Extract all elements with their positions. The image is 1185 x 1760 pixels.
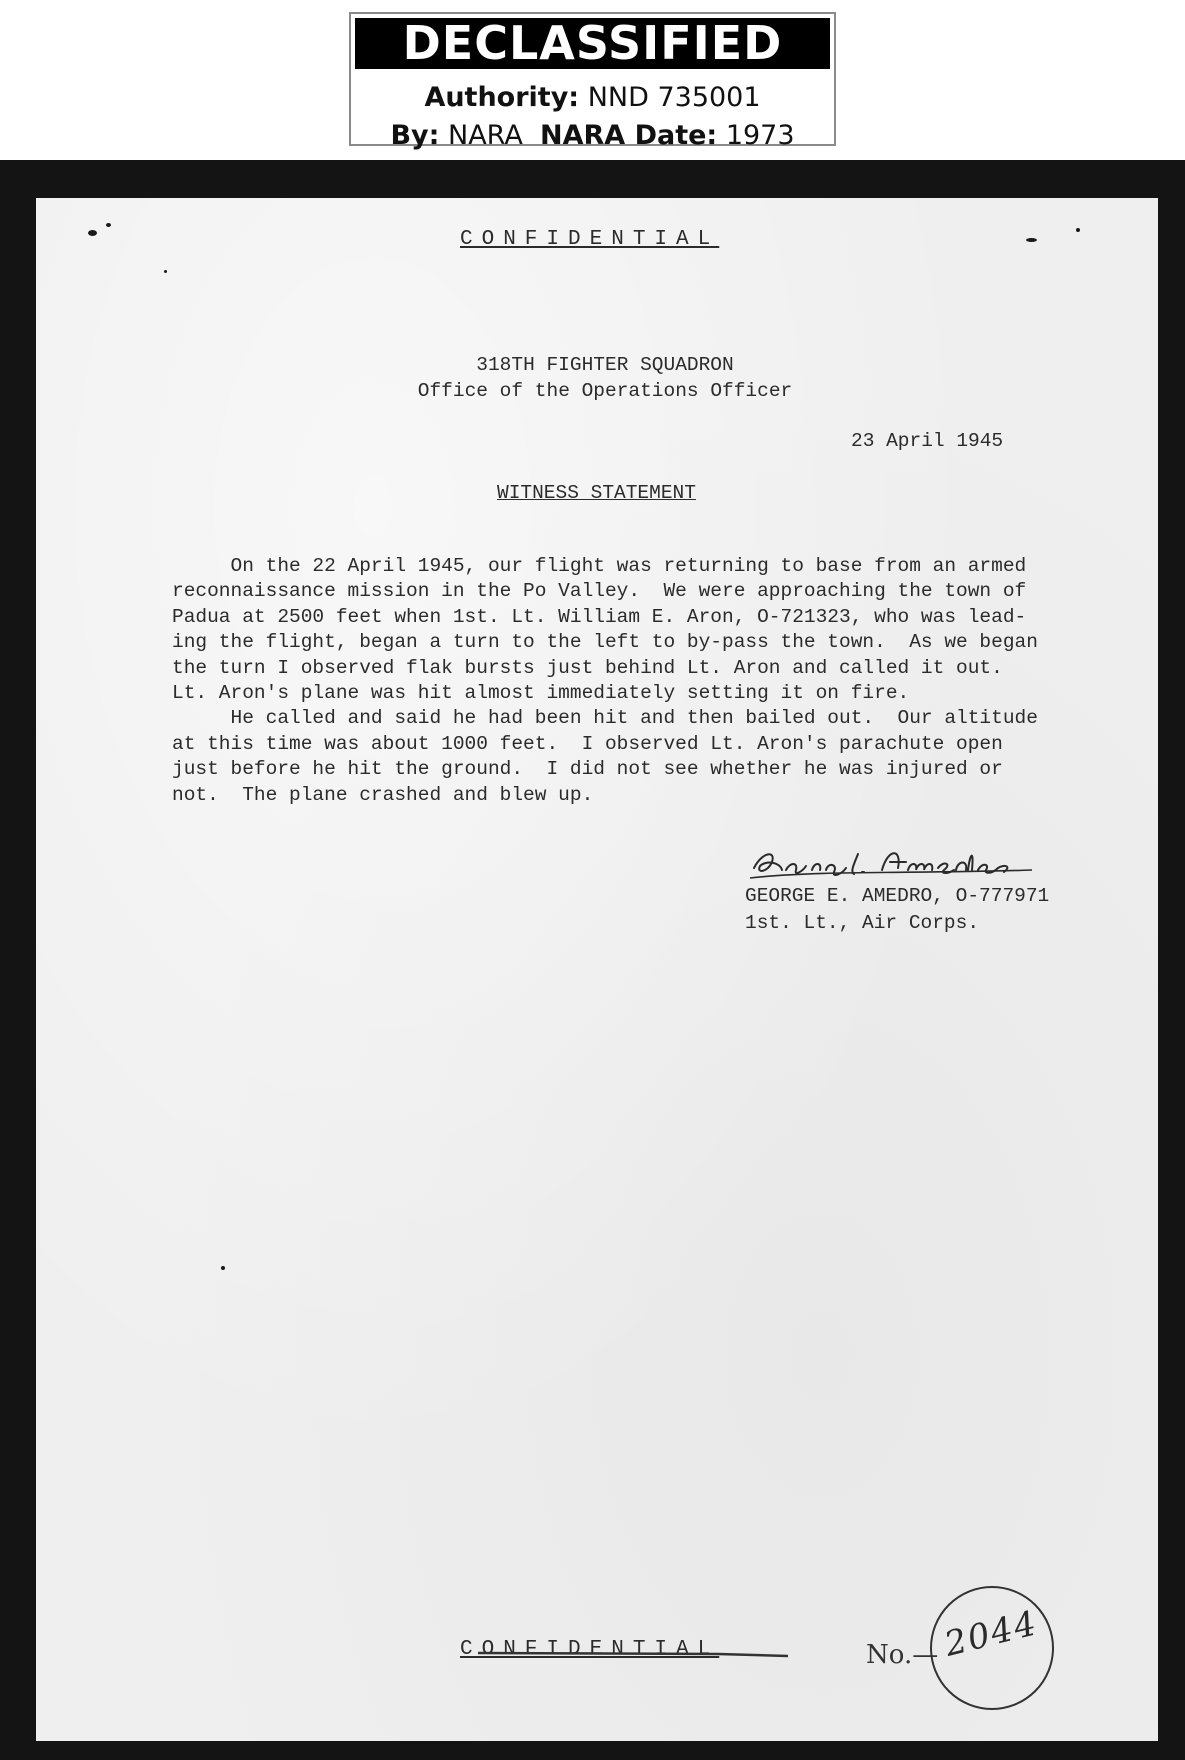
stamp-by-label: By: [390, 120, 440, 151]
stamp-date-value: 1973 [725, 120, 795, 151]
scan-speck [88, 230, 97, 236]
document-title: WITNESS STATEMENT [497, 482, 696, 504]
stamp-by-date [351, 120, 834, 151]
office-heading: Office of the Operations Officer [417, 380, 793, 402]
stamp-date-label: NARA Date: [540, 120, 718, 151]
body-line: reconnaissance mission in the Po Valley. We were approaching the town of [172, 580, 1027, 603]
body-line: On the 22 April 1945, our flight was returning to base from an armed [172, 555, 1027, 577]
statement-body [172, 555, 1052, 809]
classification-marking-bottom: CONFIDENTIAL [460, 1638, 720, 1661]
unit-heading: 318TH FIGHTER SQUADRON [476, 354, 734, 376]
scan-speck [106, 223, 111, 227]
stamp-title: DECLASSIFIED [355, 18, 830, 69]
body-line: just before he hit the ground. I did not see whether he was injured or [172, 758, 1003, 781]
stamp-by-value: NARA [448, 120, 523, 151]
document-number-value: 2044 [940, 1603, 1042, 1665]
classification-marking-top: CONFIDENTIAL [460, 228, 720, 251]
body-line: Lt. Aron's plane was hit almost immediately setting it on fire. [172, 681, 910, 704]
body-line: ing the flight, began a turn to the left to by-pass the town. As we began [172, 631, 1038, 654]
signer-name: GEORGE E. AMEDRO, O-777971 [745, 885, 1050, 907]
strikethrough-mark [478, 1650, 788, 1658]
body-line: He called and said he had been hit and then bailed out. Our altitude [172, 707, 1038, 730]
body-line: at this time was about 1000 feet. I observed Lt. Aron's parachute open [172, 732, 1003, 755]
document-date: 23 April 1945 [851, 430, 1004, 452]
handwritten-signature [742, 840, 1042, 890]
stamp-authority-label: Authority: [424, 82, 580, 113]
stamp-authority-value: NND 735001 [587, 82, 761, 113]
body-line: the turn I observed flak bursts just behind Lt. Aron and called it out. [172, 656, 1003, 679]
scan-speck [221, 1266, 225, 1270]
signer-rank: 1st. Lt., Air Corps. [745, 912, 980, 934]
scan-speck [1076, 228, 1080, 232]
scan-speck [164, 270, 167, 273]
body-line: not. The plane crashed and blew up. [172, 783, 594, 806]
document-number-label: No.— [866, 1640, 939, 1670]
declassified-stamp [349, 12, 836, 151]
scan-speck [1026, 238, 1037, 242]
stamp-authority [351, 82, 834, 113]
body-line: Padua at 2500 feet when 1st. Lt. William E. Aron, O-721323, who was lead- [172, 605, 1027, 628]
